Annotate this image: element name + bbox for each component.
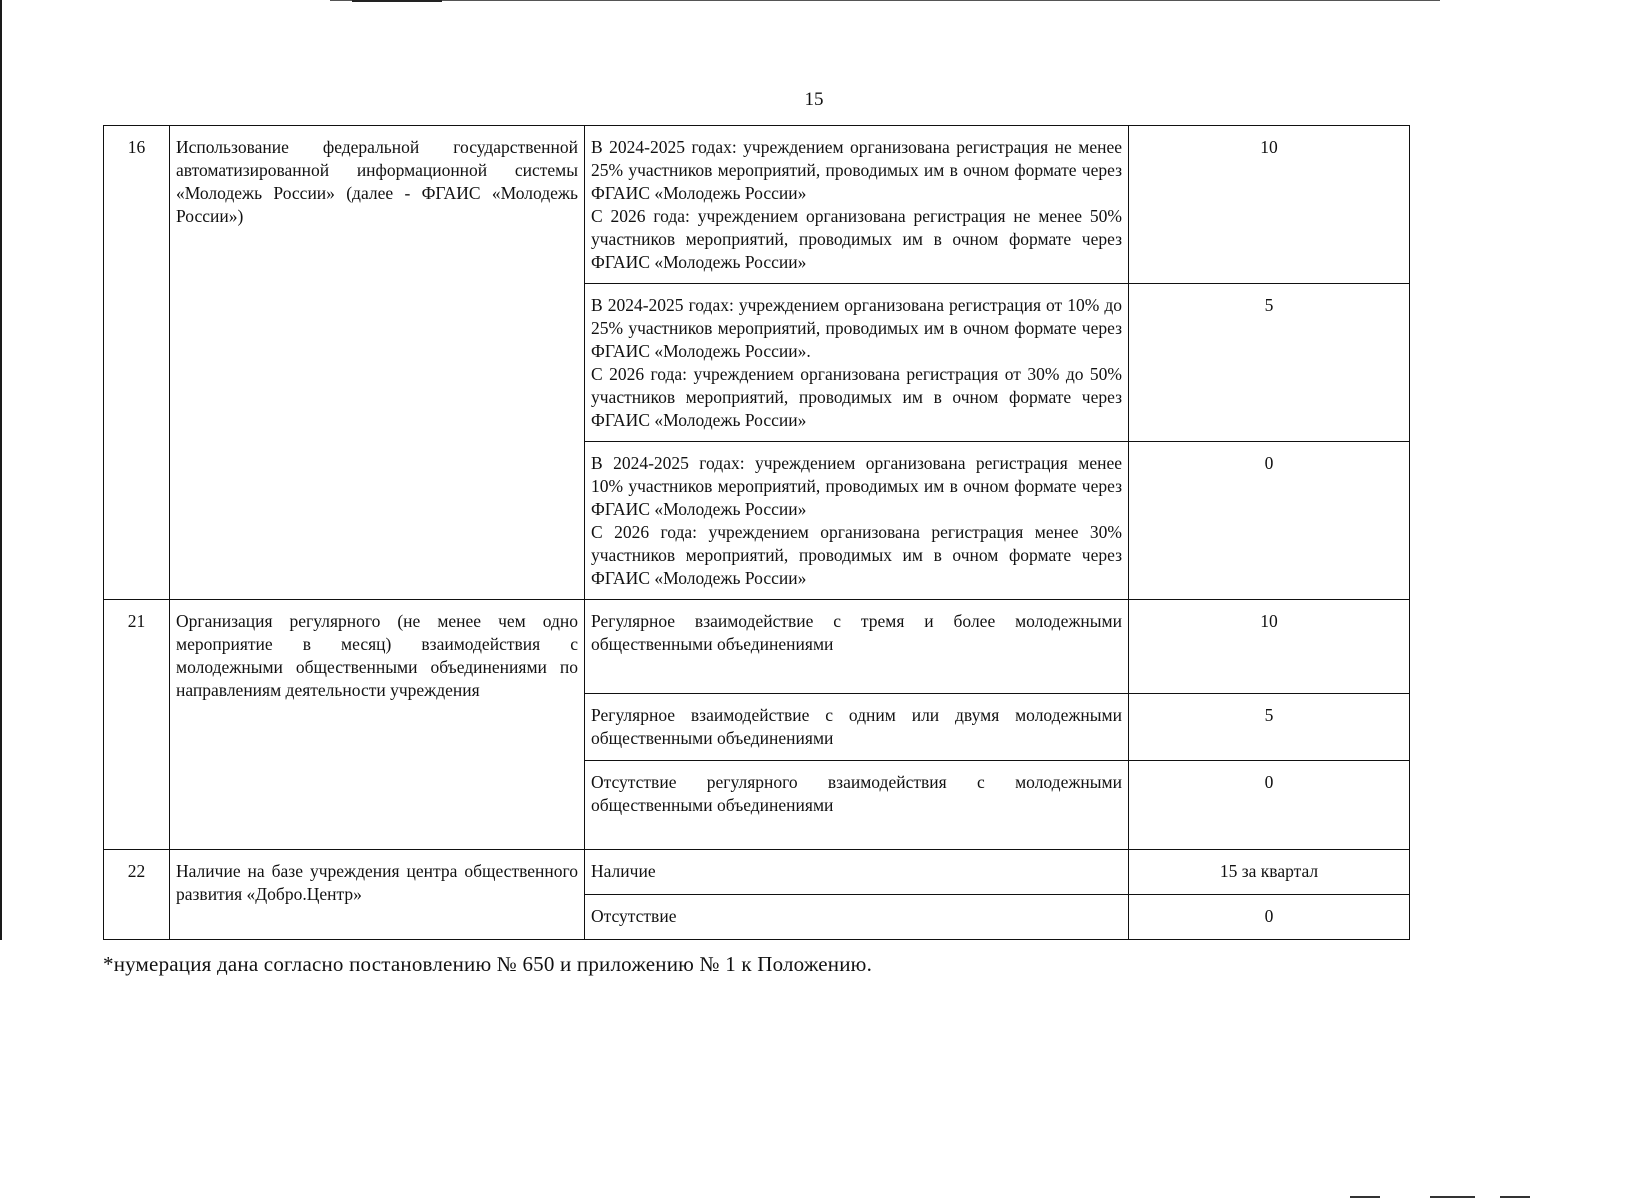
condition-text: Отсутствие регулярного взаимодействия с молодежными общественными объединениями [591,772,1122,815]
row-number: 16 [104,126,170,600]
condition-cell [585,284,1129,442]
score-cell: 5 [1129,284,1410,442]
score-cell: 0 [1129,761,1410,850]
page-number: 15 [804,89,824,110]
condition-text: Отсутствие [591,906,677,926]
condition-cell [585,761,1129,850]
score-cell: 0 [1129,442,1410,600]
condition-text: В 2024-2025 годах: учреждением организована регистрация не менее 25% участников мероприятий, проводимых им в очном формате через ФГАИС «Молодежь России» [591,137,1122,203]
condition-cell [585,850,1129,895]
row-number: 21 [104,600,170,850]
row-number: 22 [104,850,170,940]
condition-text: В 2024-2025 годах: учреждением организована регистрация от 10% до 25% участников мероприятий, проводимых им в очном формате через ФГАИС «Молодежь России». [591,295,1122,361]
condition-cell [585,694,1129,761]
footnote: *нумерация дана согласно постановлению № 650 и приложению № 1 к Положению. [103,952,873,976]
condition-cell [585,600,1129,694]
criterion-cell: Наличие на базе учреждения центра общественного развития «Добро.Центр» [170,850,585,940]
criterion-cell: Организация регулярного (не менее чем одно мероприятие в месяц) взаимодействия с молодежными общественными объединениями по направлениям деятельности учреждения [170,600,585,850]
scan-bottom-mark [1500,1196,1530,1198]
condition-cell [585,126,1129,284]
criteria-table [103,125,1410,940]
score-cell: 10 [1129,600,1410,694]
condition-text: Наличие [591,861,656,881]
condition-text: Регулярное взаимодействие с одним или двумя молодежными общественными объединениями [591,705,1122,748]
condition-cell [585,895,1129,940]
condition-text: Регулярное взаимодействие с тремя и более молодежными общественными объединениями [591,611,1122,654]
scan-bottom-mark [1350,1196,1380,1198]
condition-text: С 2026 года: учреждением организована регистрация не менее 50% участников мероприятий, проводимых им в очном формате через ФГАИС «Молодежь России» [591,206,1122,272]
table-row [104,850,1410,895]
scan-top-mark [352,0,442,2]
scan-bottom-mark [1430,1196,1475,1198]
table-row [104,126,1410,284]
condition-text: С 2026 года: учреждением организована регистрация менее 30% участников мероприятий, проводимых им в очном формате через ФГАИС «Молодежь России» [591,522,1122,588]
scan-left-edge [0,0,2,940]
scan-top-line [330,0,1440,1]
table-row [104,600,1410,694]
condition-cell [585,442,1129,600]
condition-text: В 2024-2025 годах: учреждением организована регистрация менее 10% участников мероприятий, проводимых им в очном формате через ФГАИС «Молодежь России» [591,453,1122,519]
score-cell: 15 за квартал [1129,850,1410,895]
criterion-cell: Использование федеральной государственной автоматизированной информационной системы «Молодежь России» (далее - ФГАИС «Молодежь России») [170,126,585,600]
score-cell: 10 [1129,126,1410,284]
condition-text: С 2026 года: учреждением организована регистрация от 30% до 50% участников мероприятий, проводимых им в очном формате через ФГАИС «Молодежь России» [591,364,1122,430]
score-cell: 5 [1129,694,1410,761]
score-cell: 0 [1129,895,1410,940]
